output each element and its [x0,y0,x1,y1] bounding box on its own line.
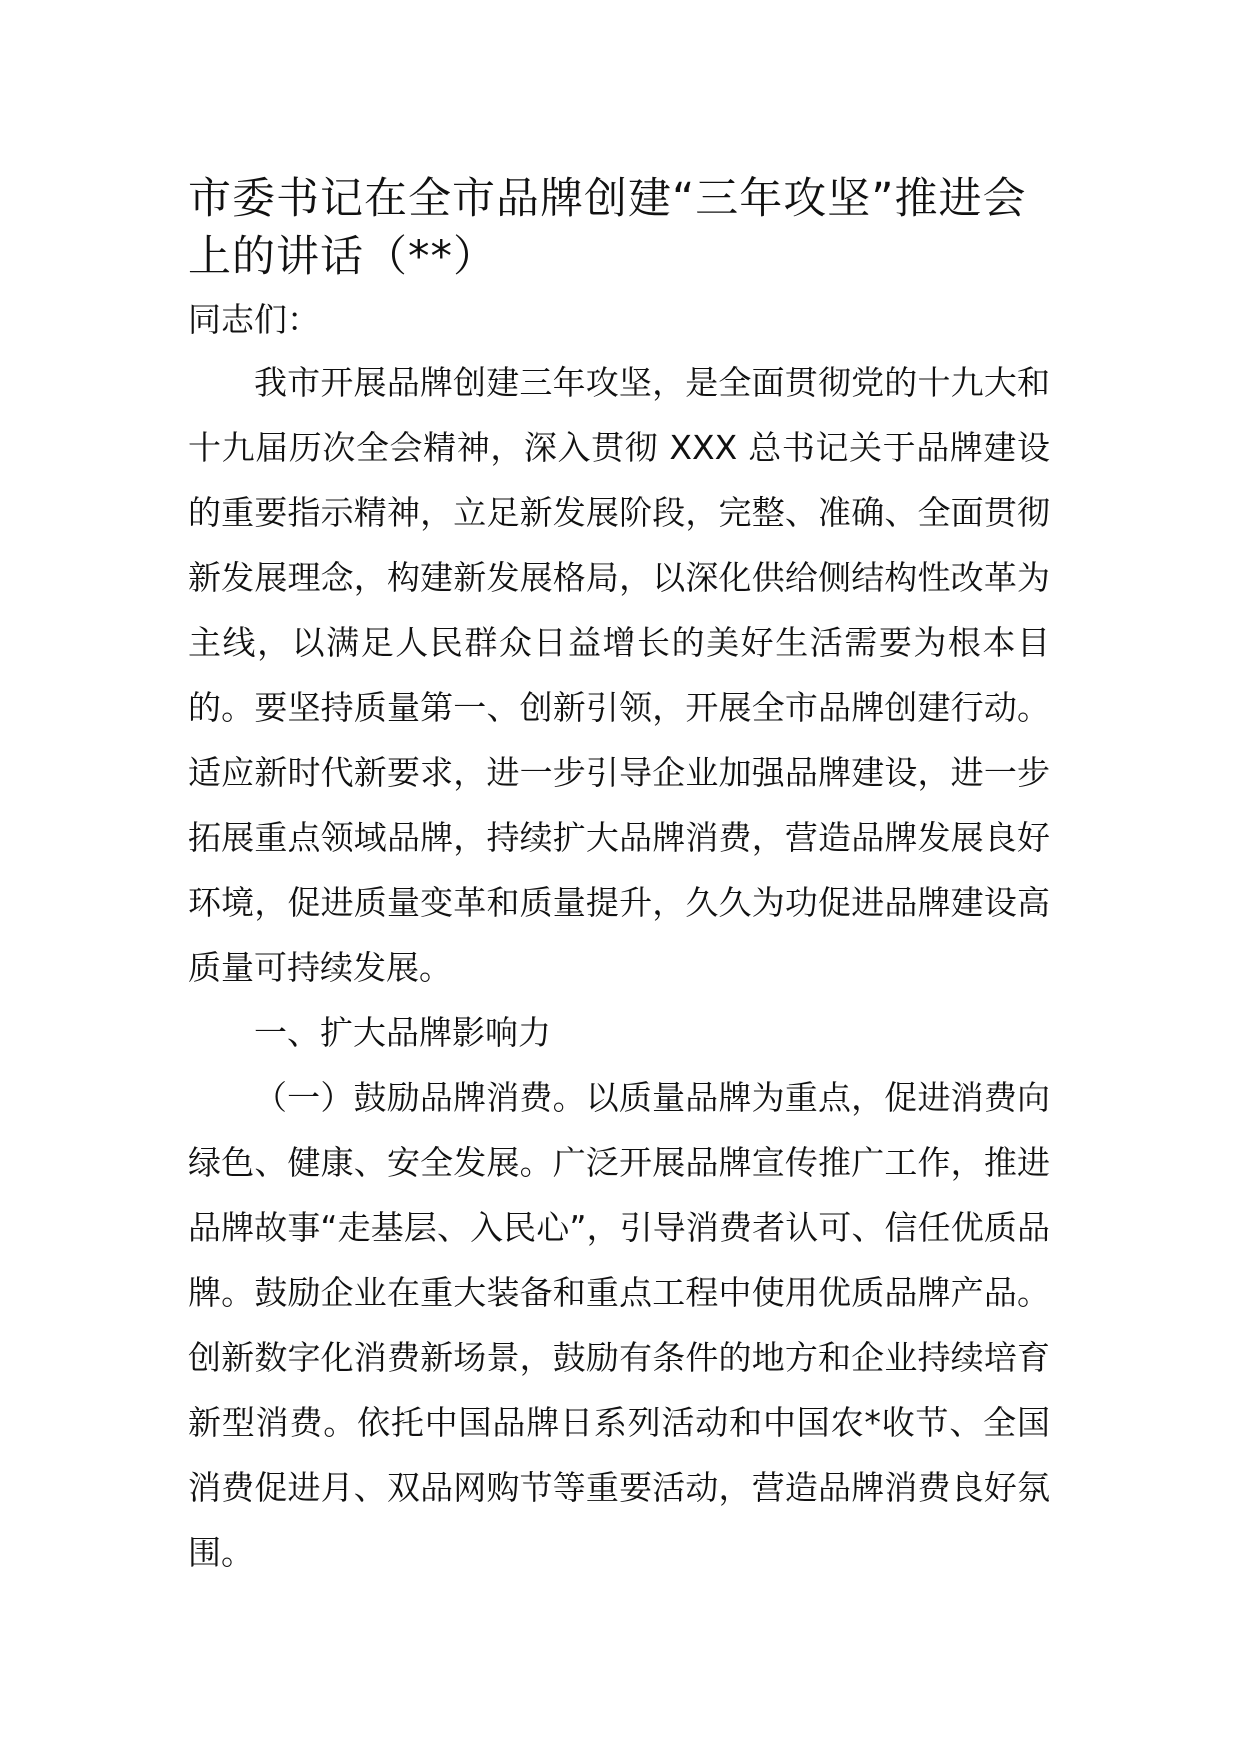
intro-paragraph: 我市开展品牌创建三年攻坚，是全面贯彻党的十九大和十九届历次全会精神，深入贯彻 XXX 总书记关于品牌建设的重要指示精神，立足新发展阶段，完整、准确、全面贯彻新发展理念，构建新发展格局，以深化供给侧结构性改革为主线，以满足人民群众日益增长的美好生活需要为根本目的。要坚持质量第一、创新引领，开展全市品牌创建行动。适应新时代新要求，进一步引导企业加强品牌建设，进一步拓展重点领域品牌，持续扩大品牌消费，营造品牌发展良好环境，促进质量变革和质量提升，久久为功促进品牌建设高质量可持续发展。 [188,363,1050,987]
section-1-paragraph: （一）鼓励品牌消费。以质量品牌为重点，促进消费向绿色、健康、安全发展。广泛开展品牌宣传推广工作，推进品牌故事“走基层、入民心”，引导消费者认可、信任优质品牌。鼓励企业在重大装备和重点工程中使用优质品牌产品。创新数字化消费新场景，鼓励有条件的地方和企业持续培育新型消费。依托中国品牌日系列活动和中国农*收节、全国消费促进月、双品网购节等重要活动，营造品牌消费良好氛围。 [188,1078,1050,1572]
document-page [188,170,1050,1585]
section-heading-1: 一、扩大品牌影响力 [254,1013,551,1052]
salutation: 同志们： [188,300,320,339]
document-title: 市委书记在全市品牌创建“三年攻坚”推进会上的讲话（**） [188,174,1027,282]
